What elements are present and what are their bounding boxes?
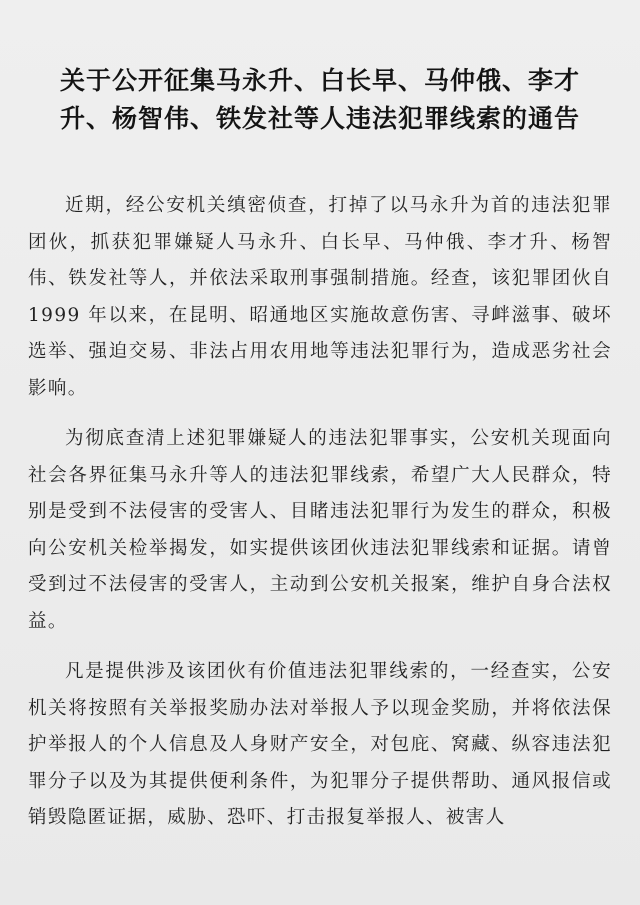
paragraph-3: 凡是提供涉及该团伙有价值违法犯罪线索的，一经查实，公安机关将按照有关举报奖励办法对举报人予以现金奖励，并将依法保护举报人的个人信息及人身财产安全，对包庇、窝藏、纵容违法犯罪分子以及为其提供便利条件，为犯罪分子提供帮助、通风报信或销毁隐匿证据，威胁、恐吓、打击报复举报人、被害人 xyxy=(28,661,612,828)
notice-title-line-2: 升、杨智伟、铁发社等人违法犯罪线索的通告 xyxy=(59,104,580,133)
notice-title-line-1: 关于公开征集马永升、白长早、马仲俄、李才 xyxy=(59,66,580,95)
paragraph-2: 为彻底查清上述犯罪嫌疑人的违法犯罪事实，公安机关现面向社会各界征集马永升等人的违法犯罪线索，希望广大人民群众，特别是受到不法侵害的受害人、目睹违法犯罪行为发生的群众，积极向公安机关检举揭发，如实提供该团伙违法犯罪线索和证据。请曾受到过不法侵害的受害人，主动到公安机关报案，维护自身合法权益。 xyxy=(28,428,612,632)
notice-body xyxy=(28,188,612,837)
notice-title xyxy=(28,62,612,138)
paragraph-1: 近期，经公安机关缜密侦查，打掉了以马永升为首的违法犯罪团伙，抓获犯罪嫌疑人马永升、白长早、马仲俄、李才升、杨智伟、铁发社等人，并依法采取刑事强制措施。经查，该犯罪团伙自 1999 年以来，在昆明、昭通地区实施故意伤害、寻衅滋事、破坏选举、强迫交易、非法占用农用地等违法犯罪行为，造成恶劣社会影响。 xyxy=(28,195,612,399)
